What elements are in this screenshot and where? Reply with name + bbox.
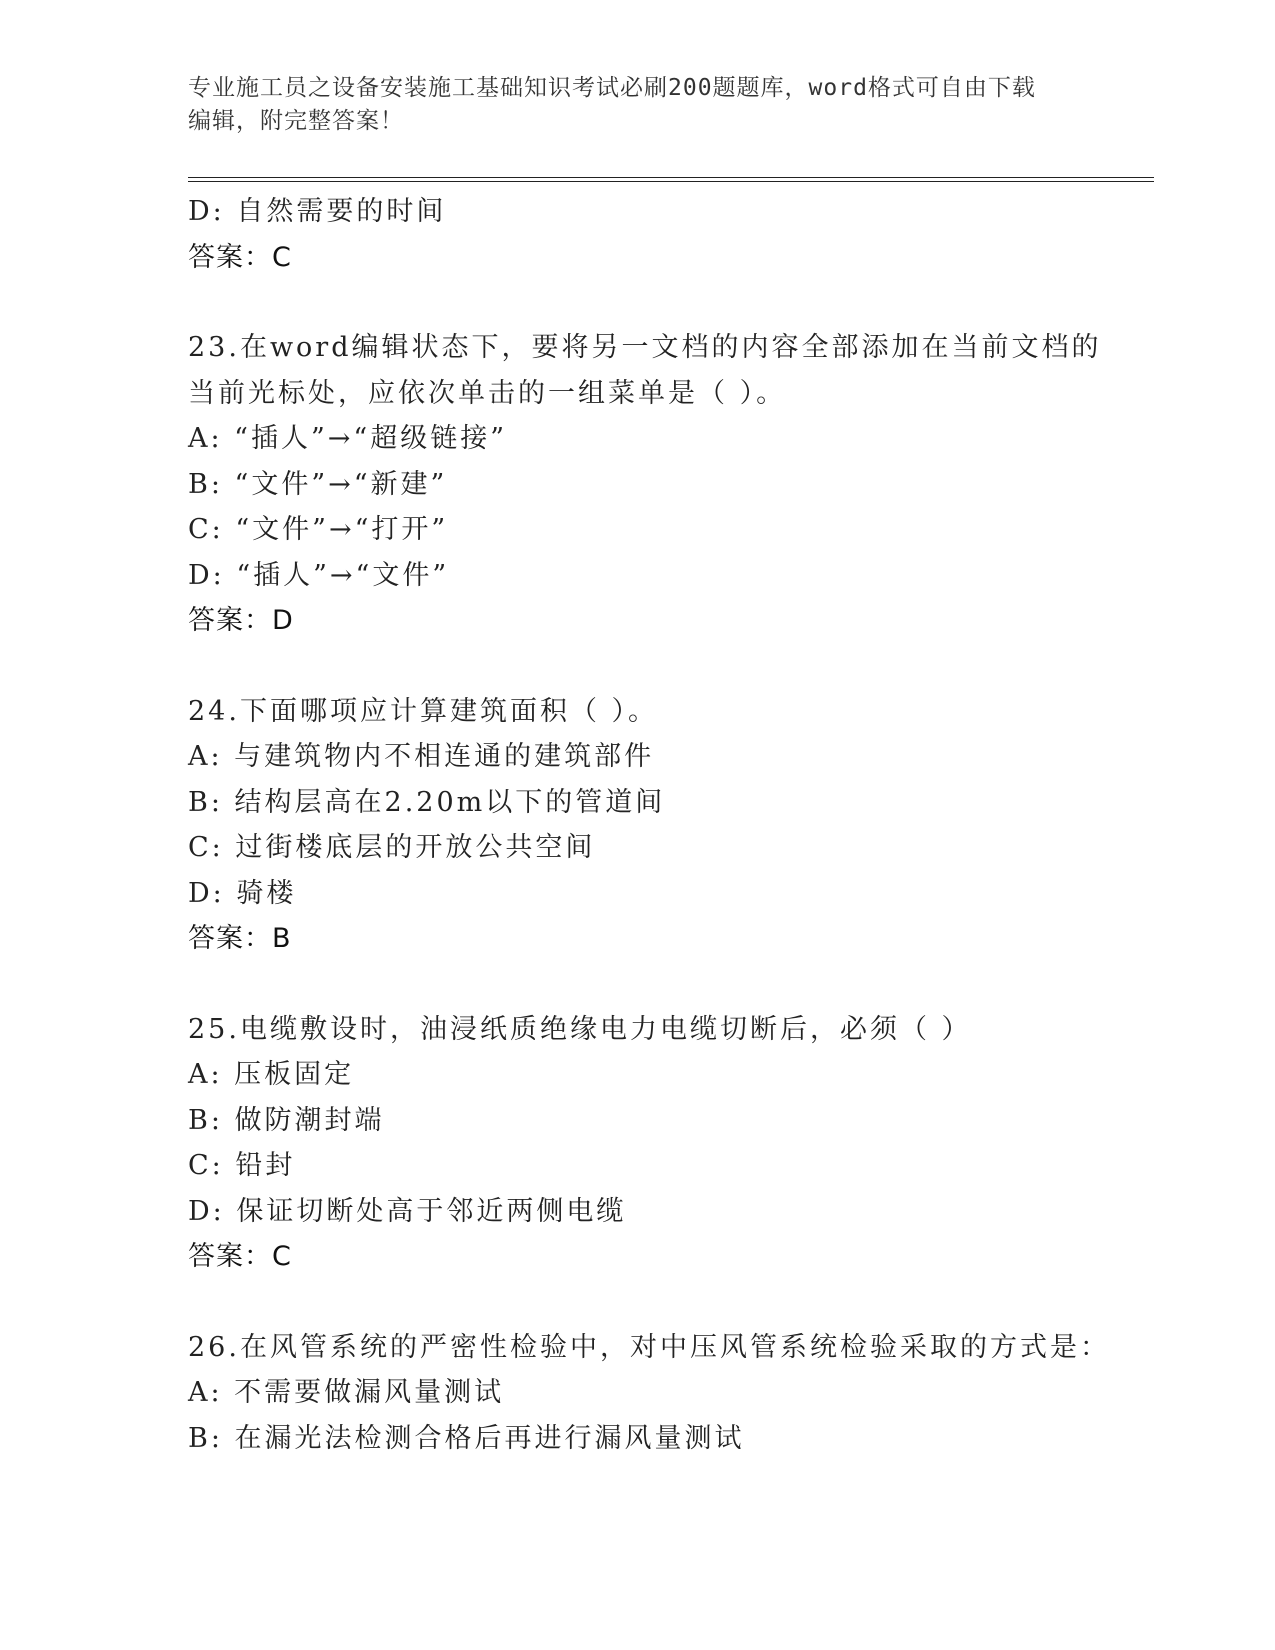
document-body: [188, 189, 1110, 1461]
question-stem: 24.下面哪项应计算建筑面积（ ）。: [188, 695, 659, 727]
answer: 答案：C: [188, 1241, 292, 1272]
option-b: B: “文件”→“新建”: [188, 468, 448, 500]
question-stem-continued: 当前光标处，应依次单击的一组菜单是（ ）。: [188, 377, 787, 409]
option-d: D: 自然需要的时间: [188, 196, 447, 227]
option-b: B: 结构层高在2.20m以下的管道间: [188, 786, 666, 818]
answer: 答案：C: [188, 241, 292, 273]
option-d: D: “插人”→“文件”: [188, 559, 450, 591]
answer: 答案：D: [188, 605, 294, 636]
option-d: D: 骑楼: [188, 877, 297, 909]
option-b: B: 做防潮封端: [188, 1104, 385, 1136]
question-26: [188, 1325, 1110, 1462]
header-title-line-1: 专业施工员之设备安装施工基础知识考试必刷200题题库，word格式可自由下载: [188, 75, 1036, 101]
option-d: D: 保证切断处高于邻近两侧电缆: [188, 1195, 627, 1227]
previous-question-continuation: [188, 189, 1088, 280]
answer: 答案：B: [188, 923, 292, 954]
option-c: C: 铅封: [188, 1150, 296, 1181]
option-b: B: 在漏光法检测合格后再进行漏风量测试: [188, 1422, 745, 1454]
question-stem: 25.电缆敷设时，油浸纸质绝缘电力电缆切断后，必须（ ）: [188, 1013, 972, 1045]
question-23: [188, 325, 1102, 644]
header-title-line-2: 编辑，附完整答案！: [188, 108, 404, 134]
option-a: A: 与建筑物内不相连通的建筑部件: [188, 741, 655, 772]
option-a: A: “插人”→“超级链接”: [188, 423, 508, 454]
question-stem: 23.在word编辑状态下，要将另一文档的内容全部添加在当前文档的: [188, 332, 1102, 363]
option-a: A: 不需要做漏风量测试: [188, 1377, 505, 1408]
option-a: A: 压板固定: [188, 1059, 355, 1090]
header-divider-top: [188, 177, 1154, 178]
header-divider-bottom: [188, 181, 1154, 182]
question-stem: 26.在风管系统的严密性检验中，对中压风管系统检验采取的方式是：: [188, 1331, 1110, 1363]
document-header: [188, 72, 1088, 138]
option-c: C: “文件”→“打开”: [188, 514, 449, 545]
question-25: [188, 1007, 1088, 1280]
option-c: C: 过街楼底层的开放公共空间: [188, 832, 596, 863]
question-24: [188, 689, 1088, 962]
